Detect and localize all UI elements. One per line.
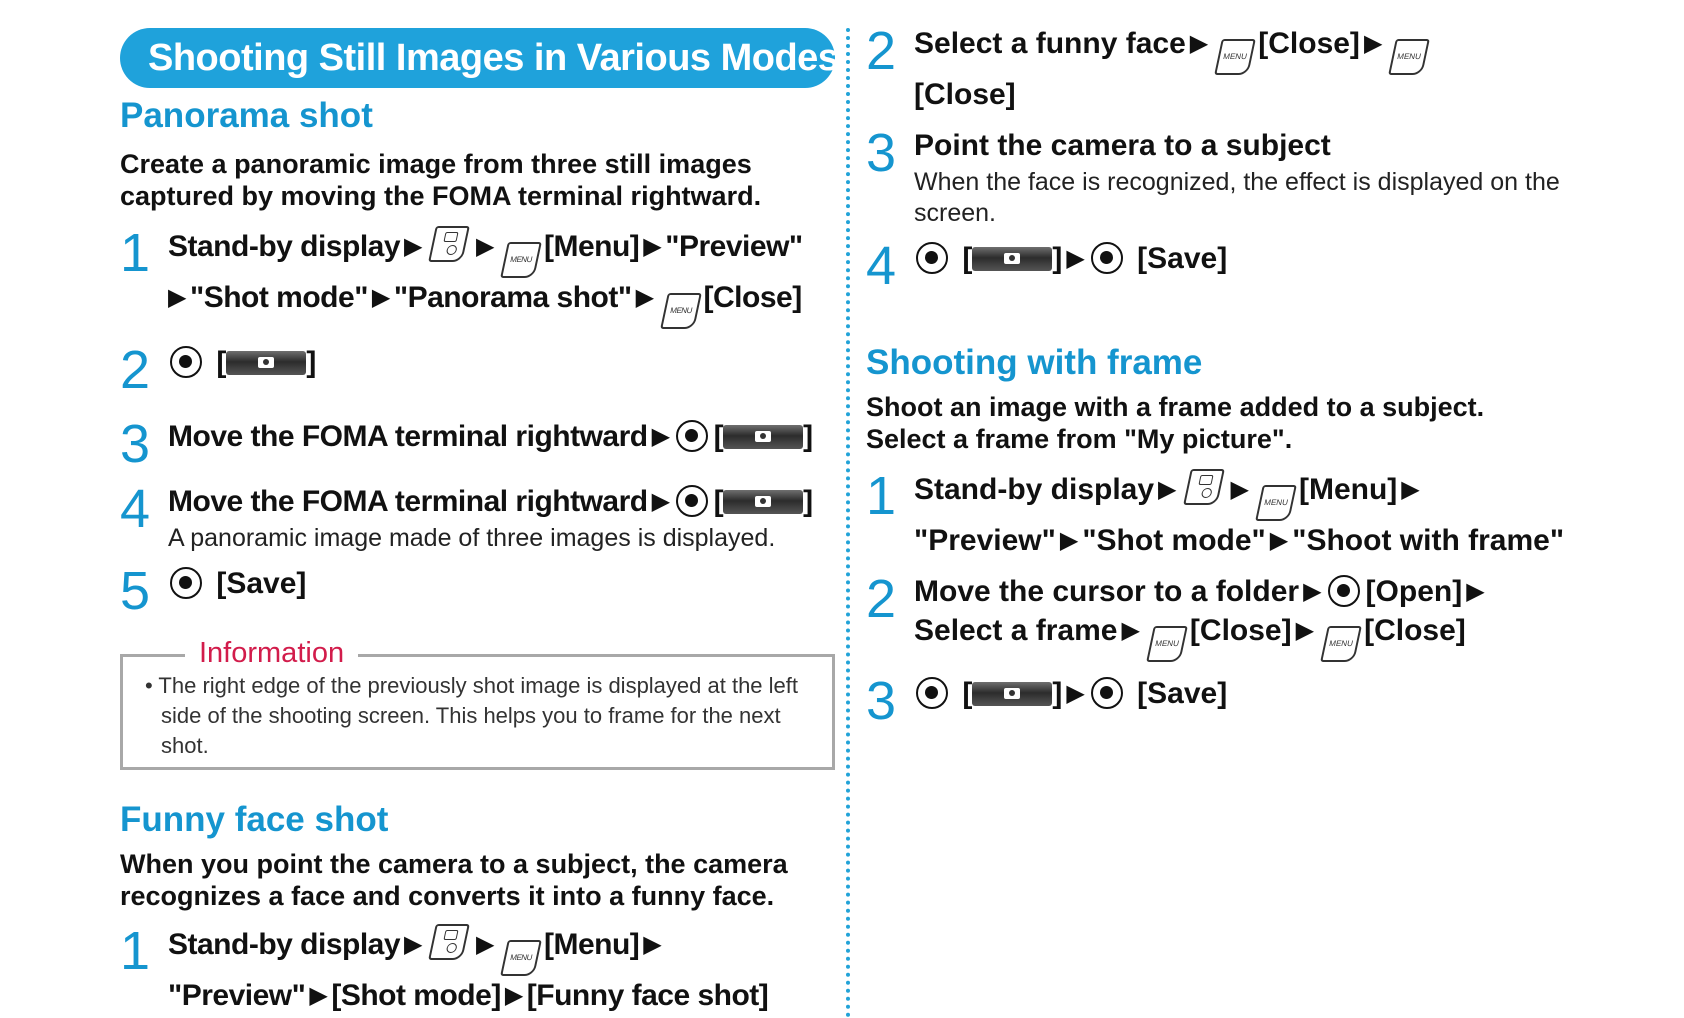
bracket: [ (962, 677, 973, 710)
step-text: [Close] (1189, 614, 1292, 647)
shutter-softkey-icon (226, 351, 306, 375)
triangle-arrow-icon: ▶ (1121, 617, 1140, 644)
step-number: 1 (866, 466, 897, 526)
funny-step-2 (866, 21, 1666, 114)
step-text: "Panorama shot" (393, 281, 632, 314)
triangle-arrow-icon: ▶ (651, 488, 670, 515)
bracket: ] (803, 420, 813, 453)
shutter-softkey-icon (972, 682, 1052, 706)
frame-step-3 (866, 671, 1666, 734)
step-text: [Funny face shot] (526, 979, 769, 1012)
shutter-softkey-icon (723, 490, 803, 514)
step-number: 3 (866, 671, 897, 731)
step-text: "Preview" (665, 230, 803, 263)
menu-key-icon: MENU (1255, 485, 1297, 521)
funny-face-heading: Funny face shot (120, 800, 389, 839)
menu-key-icon: MENU (1146, 626, 1188, 662)
camera-key-icon (428, 924, 470, 960)
step-text: Select a funny face (914, 27, 1186, 60)
triangle-arrow-icon: ▶ (1303, 578, 1322, 605)
step-number: 5 (120, 561, 151, 621)
frame-step-1 (866, 466, 1666, 560)
triangle-arrow-icon: ▶ (1158, 476, 1177, 503)
center-key-icon (676, 420, 708, 452)
step-text: "Shot mode" (1082, 524, 1266, 557)
step-text: Point the camera to a subject (914, 129, 1331, 162)
menu-key-icon: MENU (1214, 39, 1256, 75)
column-divider (846, 28, 850, 1018)
step-text: "Shoot with frame" (1292, 524, 1565, 557)
step-text: [Menu] (543, 928, 640, 961)
triangle-arrow-icon: ▶ (1059, 527, 1079, 554)
step-text: Stand-by display (168, 928, 401, 961)
funny-step-3 (866, 123, 1666, 229)
menu-key-icon: MENU (500, 940, 542, 976)
triangle-arrow-icon: ▶ (1363, 30, 1383, 57)
center-key-icon (170, 346, 202, 378)
step-number: 3 (866, 123, 897, 183)
step-number: 4 (866, 236, 897, 296)
bracket: ] (803, 485, 813, 518)
camera-key-icon (428, 226, 470, 262)
menu-key-icon: MENU (500, 242, 542, 278)
funny-step-4 (866, 236, 1666, 299)
triangle-arrow-icon: ▶ (1401, 476, 1420, 503)
funny-step-1 (120, 921, 835, 1015)
step-text: [Menu] (543, 230, 640, 263)
step-number: 4 (120, 479, 151, 539)
triangle-arrow-icon: ▶ (1066, 245, 1085, 272)
step-text: [Close] (703, 281, 802, 314)
triangle-arrow-icon: ▶ (643, 233, 662, 260)
panorama-step-5 (120, 561, 835, 624)
step-text: "Shot mode" (189, 281, 368, 314)
triangle-arrow-icon: ▶ (1189, 30, 1209, 57)
menu-key-icon: MENU (1389, 39, 1431, 75)
center-key-icon (916, 677, 948, 709)
right-column (866, 0, 1666, 734)
step-text: "Preview" (168, 979, 306, 1012)
step-text: Select a frame (914, 614, 1118, 647)
step-text: Move the FOMA terminal rightward (168, 420, 648, 453)
step-number: 3 (120, 414, 151, 474)
step-text: Move the FOMA terminal rightward (168, 485, 648, 518)
shutter-softkey-icon (723, 425, 803, 449)
menu-key-icon: MENU (660, 293, 702, 329)
triangle-arrow-icon: ▶ (1466, 578, 1485, 605)
bracket: ] (306, 346, 317, 379)
center-key-icon (1328, 575, 1360, 607)
triangle-arrow-icon: ▶ (309, 982, 328, 1009)
information-text: • The right edge of the previously shot image is displayed at the left side of the shooting screen. This helps you to frame for the next shot. (145, 673, 799, 758)
bracket: [ (962, 242, 973, 275)
step-note: When the face is recognized, the effect is displayed on the screen. (914, 168, 1560, 227)
panorama-step-2 (120, 340, 835, 403)
camera-key-icon (1183, 469, 1225, 505)
triangle-arrow-icon: ▶ (476, 931, 494, 958)
funny-face-lead: When you point the camera to a subject, the camera recognizes a face and converts it into a funny face. (120, 849, 788, 911)
panorama-step-1 (120, 223, 835, 329)
center-key-icon (1091, 242, 1123, 274)
menu-key-icon: MENU (1320, 626, 1362, 662)
bracket: ] (1052, 677, 1063, 710)
step-text: [Close] (1258, 27, 1360, 60)
frame-step-2 (866, 569, 1666, 662)
step-number: 2 (120, 340, 151, 400)
step-text: [Menu] (1298, 473, 1398, 506)
panorama-lead: Create a panoramic image from three still images captured by moving the FOMA terminal rightward. (120, 149, 762, 211)
step-text: [Shot mode] (331, 979, 501, 1012)
step-text: [Save] (216, 567, 307, 600)
triangle-arrow-icon: ▶ (1295, 617, 1315, 644)
triangle-arrow-icon: ▶ (371, 284, 390, 311)
triangle-arrow-icon: ▶ (1066, 680, 1085, 707)
panorama-step-4 (120, 479, 835, 554)
triangle-arrow-icon: ▶ (404, 233, 423, 260)
information-label: Information (185, 636, 358, 670)
center-key-icon (916, 242, 948, 274)
information-box (120, 637, 835, 770)
step-number: 1 (120, 223, 151, 283)
step-text: [Open] (1365, 575, 1463, 608)
triangle-arrow-icon: ▶ (504, 982, 523, 1009)
step-text: [Save] (1137, 242, 1228, 275)
frame-lead: Shoot an image with a frame added to a subject. Select a frame from "My picture". (866, 392, 1485, 454)
step-number: 2 (866, 21, 897, 81)
panorama-heading: Panorama shot (120, 96, 373, 135)
step-text: [Save] (1137, 677, 1228, 710)
step-number: 2 (866, 569, 897, 629)
step-text: Stand-by display (914, 473, 1155, 506)
step-text: Move the cursor to a folder (914, 575, 1300, 608)
triangle-arrow-icon: ▶ (635, 284, 654, 311)
triangle-arrow-icon: ▶ (1269, 527, 1289, 554)
step-text: "Preview" (914, 524, 1056, 557)
left-column (120, 0, 839, 1015)
triangle-arrow-icon: ▶ (168, 284, 186, 311)
triangle-arrow-icon: ▶ (404, 931, 423, 958)
triangle-arrow-icon: ▶ (651, 423, 670, 450)
bracket: [ (713, 485, 724, 518)
bracket: [ (216, 346, 227, 379)
center-key-icon (676, 485, 708, 517)
center-key-icon (1091, 677, 1123, 709)
bracket: ] (1052, 242, 1063, 275)
step-note: A panoramic image made of three images is displayed. (168, 524, 776, 552)
step-text: [Close] (1364, 614, 1466, 647)
triangle-arrow-icon: ▶ (1230, 476, 1249, 503)
triangle-arrow-icon: ▶ (476, 233, 494, 260)
page-title: Shooting Still Images in Various Modes (120, 28, 835, 88)
center-key-icon (170, 567, 202, 599)
step-text: Stand-by display (168, 230, 401, 263)
panorama-step-3 (120, 414, 835, 474)
frame-heading: Shooting with frame (866, 343, 1203, 382)
shutter-softkey-icon (972, 247, 1052, 271)
bracket: [ (713, 420, 724, 453)
triangle-arrow-icon: ▶ (643, 931, 662, 958)
step-number: 1 (120, 921, 151, 981)
step-text: [Close] (914, 78, 1016, 111)
